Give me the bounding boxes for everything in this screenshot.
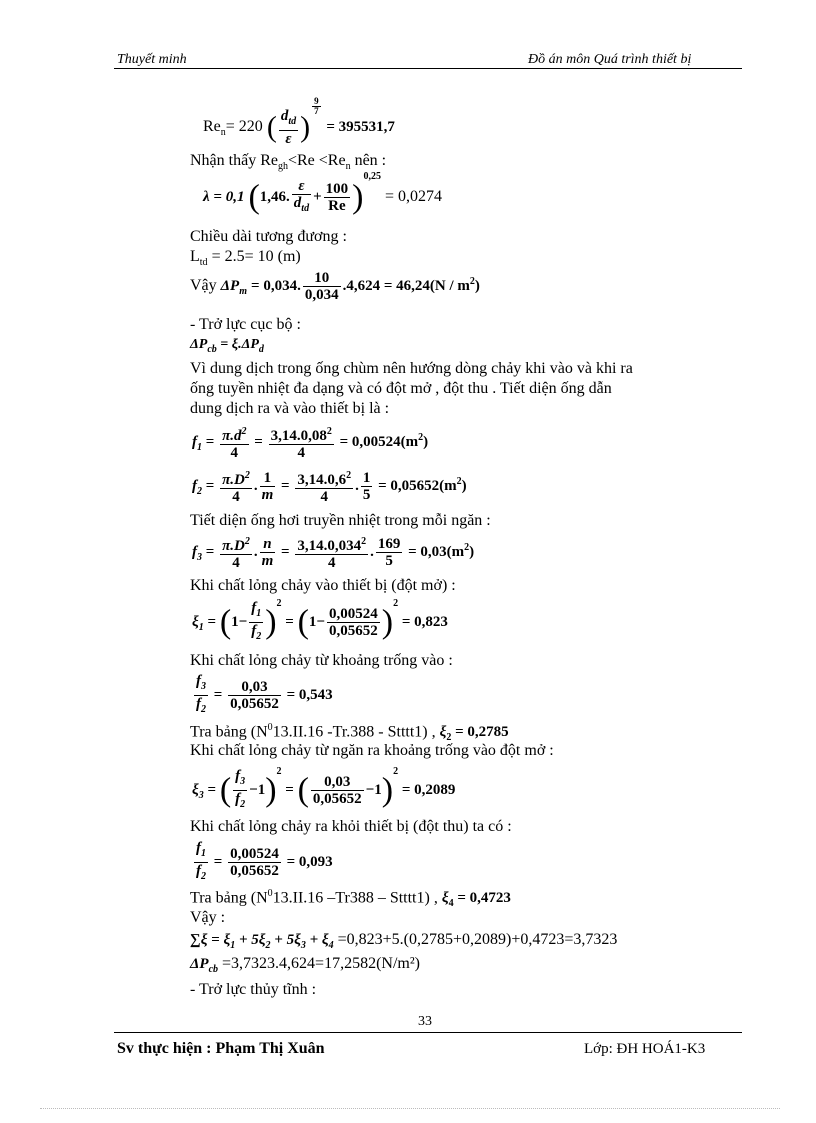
header-rule: [114, 68, 742, 69]
eq-sum-xi: $\sum\xi = \xi_1 + 5\xi_2 + 5\xi_3 + \xi_4 =0,823+5.(0,2785+0,2089)+0,4723=3,7323$: [190, 931, 618, 951]
text-tra-bang-1: Tra bảng ($N^013.II.16$ -Tr.388 - Stttt1) , $\xi_2 = 0,2785$: [190, 722, 509, 744]
eq-f3-over-f2: $\frac{f_3}{f_2}$ = $\frac{0,03}{0,05652}$ = 0,543: [196, 673, 333, 715]
footer-left: Sv thực hiện : Phạm Thị Xuân: [117, 1040, 325, 1057]
text-ngan-ra: Khi chất lỏng chảy từ ngăn ra khoảng trống vào đột mở :: [190, 742, 554, 759]
eq-xi3: $\xi_3$ = ( $\frac{f_3}{f_2}$ −1)$^2$ = ( $\frac{0,03}{0,05652}$ −1)$^2$ = 0,2089: [192, 765, 456, 810]
eq-f1: $f_1$ = $\frac{\pi.d^2}{4}$ = $\frac{3,14.0,08^2}{4}$ = $0,00524(m^2)$: [192, 426, 429, 461]
footer-right: Lớp: ĐH HOÁ1-K3: [584, 1041, 706, 1057]
paragraph-line-2: ống tuyền nhiệt đa dạng và có đột mở , đột thu . Tiết diện ống dẫn: [190, 380, 612, 397]
eq-re-n: $Re_n= 220$ ( $\frac{d_{td}}{\varepsilon}$ ) $^{\frac{9}{7}}$ = 395531,7: [203, 96, 395, 147]
header-left: Thuyết minh: [117, 52, 187, 67]
text-nhan-thay: Nhận thấy $Re_{gh}<Re <Re_n$ nên :: [190, 152, 387, 173]
text-vay: Vậy :: [190, 909, 226, 926]
paragraph-line-3: dung dịch ra và vào thiết bị là :: [190, 400, 390, 417]
text-dot-thu: Khi chất lỏng chảy ra khỏi thiết bị (đột thu) ta có :: [190, 818, 512, 835]
eq-f2: $f_2$ = $\frac{\pi.D^2}{4}$ . $\frac{1}{m}$ = $\frac{3,14.0,6^2}{4}$ . $\frac{1}{5}$ = $0,05652(m^2)$: [192, 470, 467, 505]
text-tro-luc-cuc-bo: - Trở lực cục bộ :: [190, 316, 301, 333]
text-dot-mo: Khi chất lỏng chảy vào thiết bị (đột mở) :: [190, 577, 456, 594]
text-chieu-dai: Chiều dài tương đương :: [190, 228, 347, 245]
text-khoang-trong: Khi chất lỏng chảy từ khoảng trống vào :: [190, 652, 453, 669]
eq-xi1: $\xi_1 = (1-$ $\frac{f_1}{f_2}$ )$^2$ = (1− $\frac{0,00524}{0,05652}$ )$^2$ = 0,823: [192, 597, 448, 642]
eq-f1-over-f2: $\frac{f_1}{f_2}$ = $\frac{0,00524}{0,05652}$ = 0,093: [196, 840, 333, 882]
text-ltd: $L_{td} = 2.5= 10$ (m): [190, 248, 301, 269]
eq-lambda: λ = 0,1 (1,46. $\frac{\varepsilon}{d_{td}}$ + $\frac{100}{Re}$ )$^{0,25}$ = 0,0274: [203, 170, 442, 216]
text-tro-luc-thuy-tinh: - Trở lực thủy tĩnh :: [190, 981, 317, 998]
footer-rule: [114, 1032, 742, 1033]
page-edge-dotted-line: [40, 1108, 780, 1109]
paragraph-line-1: Vì dung dịch trong ống chùm nên hướng dòng chảy khi vào và khi ra: [190, 360, 633, 377]
eq-delta-pcb: $\Delta P_{cb} = \xi.\Delta P_d$: [190, 337, 264, 355]
page-number: 33: [418, 1014, 432, 1029]
header-right: Đồ án môn Quá trình thiết bị: [528, 52, 692, 67]
eq-f3: $f_3$ = $\frac{\pi.D^2}{4}$ . $\frac{n}{m}$ = $\frac{3,14.0,034^2}{4}$ . $\frac{169}{5}$ = $0,03(m^2)$: [192, 536, 475, 571]
eq-delta-pcb-result: $\Delta P_{cb} =3,7323.4,624=17,2582(N/m^2)$: [190, 955, 420, 975]
eq-delta-pm: Vậy $\Delta P_m = 0,034$. $\frac{10}{0,034}$ $.4,624 = 46,24(N / m^2)$: [190, 270, 480, 303]
text-tiet-dien-ong-hoi: Tiết diện ống hơi truyền nhiệt trong mỗi ngăn :: [190, 512, 491, 529]
text-tra-bang-2: Tra bảng ($N^013.II.16$ –Tr388 – Stttt1) , $\xi_4 = 0,4723$: [190, 888, 511, 910]
